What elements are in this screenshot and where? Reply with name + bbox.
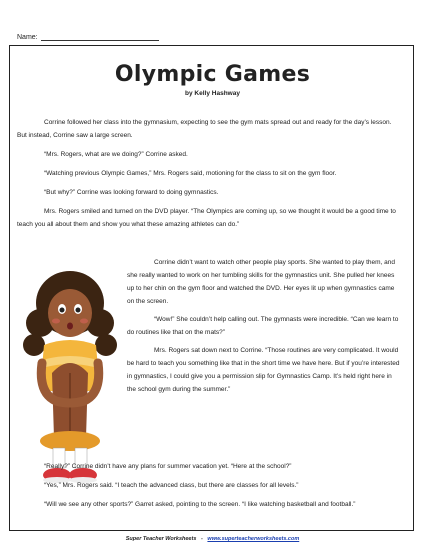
- story-bottom: [17, 460, 398, 511]
- paragraph: Mrs. Rogers sat down next to Corrine. “Those routines are very complicated. It would be hard to teach you something like that in the short time we have here. But if you’re interested in gymnastics, I could give you a permission slip for Gymnastics Camp. It’s held right here in the school gym during the summer.”: [127, 347, 400, 393]
- name-label: Name:: [17, 34, 38, 41]
- story-top: [17, 116, 398, 231]
- page-title: Olympic Games: [114, 62, 311, 87]
- girl-sitting-illustration: [20, 263, 120, 493]
- paragraph: “Really?” Corrine didn’t have any plans for summer vacation yet. “Here at the school?”: [44, 463, 292, 470]
- story-side: [127, 256, 402, 396]
- footer: [0, 536, 425, 542]
- footer-link[interactable]: www.superteacherworksheets.com: [207, 536, 300, 542]
- byline: by Kelly Hashway: [185, 90, 240, 97]
- paragraph: Corrine didn’t want to watch other people play sports. She wanted to play them, and she really wanted to work on her tumbling skills for the gymnastics unit. She pulled her knees up to her chin on the gym floor and watched the DVD. Her eyes lit up when gymnastics came on the screen.: [127, 259, 396, 305]
- footer-brand: Super Teacher Worksheets: [125, 536, 197, 542]
- name-line[interactable]: [41, 33, 159, 41]
- paragraph: Corrine followed her class into the gymnasium, expecting to see the gym mats spread out and ready for the day’s lesson. But instead, Corrine saw a large screen.: [17, 119, 392, 139]
- paragraph: “Yes,” Mrs. Rogers said. “I teach the advanced class, but there are classes for all levels.”: [44, 482, 299, 489]
- paragraph: “But why?” Corrine was looking forward to doing gymnastics.: [44, 189, 219, 196]
- name-field: [17, 33, 159, 41]
- paragraph: “Will we see any other sports?” Garret asked, pointing to the screen. “I like watching basketball and football.”: [44, 501, 356, 508]
- paragraph: “Wow!” She couldn’t help calling out. The gymnasts were incredible. “Can we learn to do routines like that on the mats?”: [127, 316, 399, 336]
- paragraph: “Watching previous Olympic Games,” Mrs. Rogers said, motioning for the class to sit on the gym floor.: [44, 170, 337, 177]
- footer-separator: -: [200, 536, 203, 542]
- paragraph: Mrs. Rogers smiled and turned on the DVD player. “The Olympics are coming up, so we thought it would be a good time to teach you all about them and show you what these amazing athletes can do.”: [17, 208, 396, 228]
- paragraph: “Mrs. Rogers, what are we doing?” Corrine asked.: [44, 151, 188, 158]
